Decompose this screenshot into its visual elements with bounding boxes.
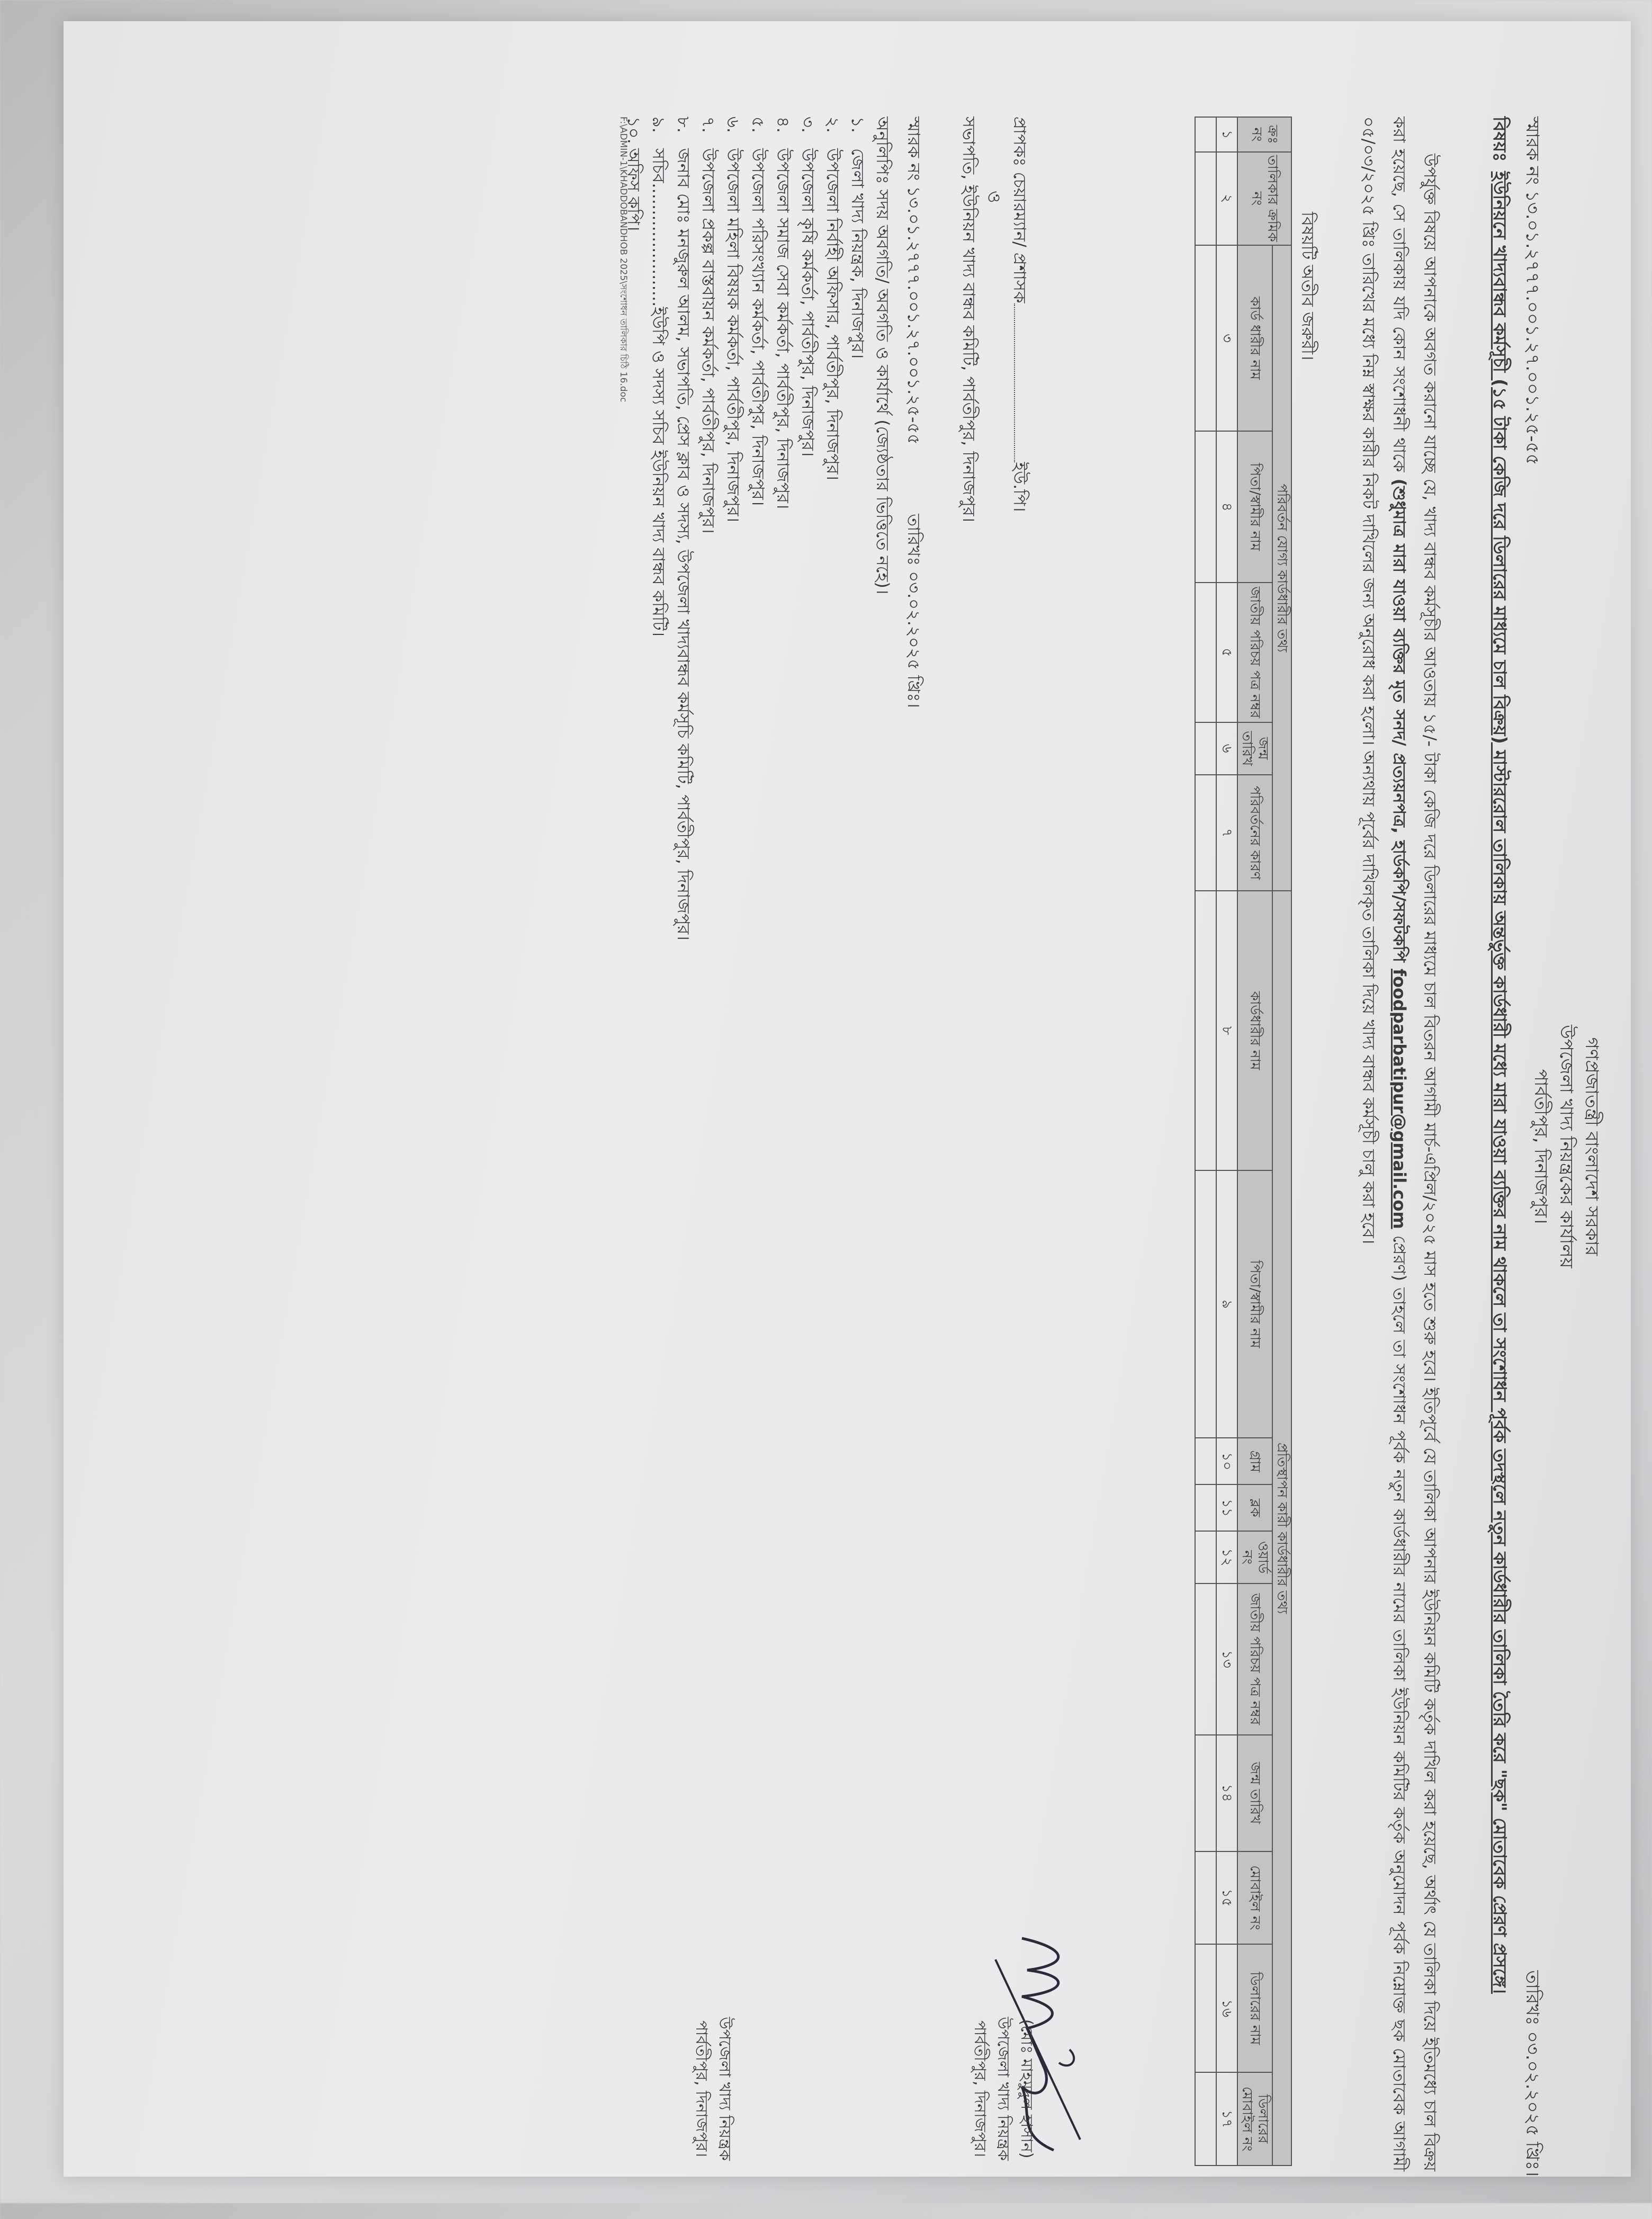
col-ward: ওয়ার্ড নং: [1237, 1531, 1272, 1583]
list-item: ৫.উপজেলা পরিসংখ্যান কর্মকর্তা, পার্বতীপুর, দিনাজপুর।: [748, 117, 768, 506]
col-old-nid: জাতীয় পরিচয় পত্র নম্বর: [1237, 583, 1272, 722]
subject-line: [1486, 117, 1513, 2155]
list-item: ১০.অফিস কপি।: [624, 117, 644, 231]
receiver-block: [956, 117, 1032, 522]
table-cell: ২: [1216, 152, 1237, 245]
col-serial: ক্রঃ নং: [1237, 117, 1291, 152]
file-path-footer: F:\ADMIN-1\KHADDOBANDHOB 2025\সংশোধন তালিকার চিঠি 16.doc: [618, 117, 629, 402]
table-cell: ১: [1216, 117, 1237, 152]
col-list-no: তালিকার ক্রমিক নং: [1237, 152, 1291, 245]
signatory-name: (মোঃ মাহমুদুল হাসান): [1017, 2019, 1036, 2159]
table-cell: ৭: [1216, 775, 1237, 891]
col-block: ব্লক: [1237, 1484, 1272, 1531]
body-text-1: উপর্যুক্ত বিষয়ে আপনাকে অবগত করানো যাচ্ছে যে, খাদ্য বান্ধব কর্মসূচীর আওতায় ১৫/- টাকা কেজি দরে ডিলারের মাধ্যমে চাল বিতরন আগামী মার্চ-এপ্রিল/২০২৫ মাস হতে শুরু হবে। ইতিপূর্বে যে তালিকা আপনার ইউনিয়ন কমিটি কর্তৃক দাখিল করা হয়েছে, অর্থাৎ যে তালিকা দিয়ে ইতিমধ্যে চাল বিক্রয় করা হয়েছে, সে তালিকায় যদি কোন সংশোধনী থাকে: [1389, 117, 1440, 2171]
copy-memo-line: [901, 117, 927, 708]
memo-ref: স্মারক নং ১৩.০১.২৭৭৭.০০১.২৭.০০১.২৫-৫৫: [1522, 117, 1543, 466]
receiver-committee: সভাপতি, ইউনিয়ন খাদ্য বান্ধব কমিটি, পার্বতীপুর, দিনাজপুর।: [959, 117, 979, 523]
copy-memo-date: তারিখঃ ০৩.০২.২০২৫ খ্রিঃ।: [904, 514, 924, 708]
letter-page: [79, 74, 1626, 2219]
list-item: ৬.উপজেলা মহিলা বিষয়ক কর্মকর্তা, পার্বতীপুর, দিনাজপুর।: [723, 117, 743, 523]
list-item: ৮.জনাব মোঃ মনজুরুল আলম, সভাপতি, প্রেস ক্লাব ও সদস্য, উপজেলা খাদ্যবান্ধব কর্মসূচি কমিটি, পার্বতীপুর, দিনাজপুর।: [674, 117, 694, 941]
table-header-row: [1237, 117, 1272, 2166]
subject-text: ইউনিয়নে খাদ্যবান্ধব কর্মসূচী (১৫ টাকা কেজি দরে ডিলারের মাধ্যমে চাল বিক্রয়) মাস্টাররোল তালিকায় অন্তর্ভুক্ত কার্ডধারী মধ্যে মারা যাওয়া ব্যক্তির নাম থাকলে তা সংশোধন পূর্বক তদস্থলে নতুন কার্ডধারীর তালিকা তৈরি করে "ছক" মোতাবেক প্রেরণ প্রসঙ্গে।: [1489, 171, 1510, 1994]
col-reason: পরিবর্তনের কারণ: [1237, 775, 1272, 891]
col-new-dob: জন্ম তারিখ: [1237, 1735, 1272, 1851]
urgent-note: বিষয়টি অতীব জরুরী।: [1298, 212, 1318, 361]
table-cell: ৬: [1216, 722, 1237, 775]
table-cell: ৪: [1216, 431, 1237, 583]
col-new-father: পিতা/স্বামীর নাম: [1237, 1170, 1272, 1438]
list-item: ৩.উপজেলা কৃষি কর্মকর্তা, পার্বতীপুর, দিনাজপুর।: [798, 117, 818, 457]
table-cell: ৫: [1216, 583, 1237, 722]
subject-label: বিষয়ঃ: [1489, 117, 1510, 162]
table-cell: ১৭: [1216, 2072, 1237, 2166]
signatory-place-2: পার্বতীপুর, দিনাজপুর।: [692, 2020, 711, 2158]
govt-name: গণপ্রজাতন্ত্রী বাংলাদেশ সরকার: [1581, 1037, 1602, 1256]
office-location: পার্বতীপুর, দিনাজপুর।: [1530, 1069, 1551, 1224]
copy-title: অনুলিপিঃ সদয় অবগতি/ অবগতি ও কার্যার্থে (জ্যেষ্ঠতার ভিত্তিতে নহে)।: [873, 117, 893, 595]
col-village: গ্রাম: [1237, 1438, 1272, 1484]
signature-block-2: [689, 2017, 736, 2161]
col-new-name: কার্ডধারীর নাম: [1237, 891, 1272, 1170]
body-text-2: প্রেরণ) তাহলে তা সংশোধন পূর্বক নতুন কার্ডধারীর নামের তালিকা ইউনিয়ন কমিটির কর্তৃক অনুমোদন পূর্বক নিম্নোক্ত ছক মোতাবেক আগামী ০৫/০৩/২০২৫ খ্রিঃ তারিখের মধ্যে নিম্ন স্বাক্ষর কারীর নিকট দাখিলের জন্য অনুরোধ করা হলো। অন্যথায় পূর্বের দাখিলকৃত তালিকা দিয়ে খাদ্য বান্ধব কর্মসূচী চালু করা হবে।: [1359, 117, 1409, 2172]
list-item: ৭.উপজেলা প্রকল্প বাস্তবায়ন কর্মকর্তা, পার্বতীপুর, দিনাজপুর।: [698, 117, 719, 534]
table-cell: ১৪: [1216, 1735, 1237, 1851]
signatory-place: পার্বতীপুর, দিনাজপুর।: [971, 2020, 989, 2158]
body-paragraph: [1353, 117, 1446, 2171]
col-new-nid: জাতীয় পরিচয় পত্র নম্বর: [1237, 1583, 1272, 1735]
copy-list: [621, 117, 895, 941]
list-item: ৪.উপজেলা সমাজ সেবা কর্মকর্তা, পার্বতীপুর, দিনাজপুর।: [773, 117, 793, 509]
table-number-row: [1216, 117, 1237, 2166]
signatory-title: উপজেলা খাদ্য নিয়ন্ত্রক: [994, 2017, 1012, 2161]
cardholder-table: [1195, 117, 1292, 2166]
table-cell: ১৩: [1216, 1583, 1237, 1735]
table-cell: ১১: [1216, 1484, 1237, 1531]
col-dealer: ডিলারের নাম: [1237, 1944, 1272, 2072]
table-cell: ১৬: [1216, 1944, 1237, 2072]
list-item: ৯.সচিব.......................ইউপি ও সদস্য সচিব ইউনিয়ন খাদ্য বান্ধব কমিটি।: [649, 117, 669, 637]
group-new-holder: প্রতিস্থাপন কারী কার্ডধারীর তথ্য: [1272, 891, 1291, 2166]
col-mobile: মোবাইল নং: [1237, 1851, 1272, 1945]
col-old-dob: জন্ম তারিখ: [1237, 722, 1272, 775]
signatory-title-2: উপজেলা খাদ্য নিয়ন্ত্রক: [715, 2017, 734, 2161]
table-row: [1195, 117, 1216, 2166]
body-bold-text: (শুধুমাত্র মারা যাওয়া ব্যক্তির মৃত সনদ/ প্রত্যয়নপত্র, হার্ডকপি/সফটকপি: [1389, 478, 1409, 962]
col-old-name: কার্ড ধারীর নাম: [1237, 245, 1272, 432]
receiver-suffix: ইউ.পি।: [1010, 462, 1030, 512]
signature-block: [968, 2017, 1038, 2161]
col-dealer-mobile: ডিলারের মোবাইল নং: [1237, 2072, 1272, 2166]
table-cell: ৩: [1216, 245, 1237, 432]
email-link: foodparbatipur@gmail.com: [1389, 969, 1409, 1229]
table-cell: ১২: [1216, 1531, 1237, 1583]
receiver-and: ও: [984, 191, 1004, 203]
group-old-holder: পরিবর্তন যোগ্য কার্ডধারীর তথ্য: [1272, 245, 1291, 891]
list-item: ২.উপজেলা নির্বাহী অফিসার, পার্বতীপুর, দিনাজপুর।: [823, 117, 843, 480]
table-cell: ৯: [1216, 1170, 1237, 1438]
list-item: ১.জেলা খাদ্য নিয়ন্ত্রক, দিনাজপুর।: [848, 117, 868, 359]
blank-line: [1014, 303, 1015, 462]
table-cell: ১০: [1216, 1438, 1237, 1484]
col-old-father: পিতা/স্বামীর নাম: [1237, 431, 1272, 583]
table-cell: ১৫: [1216, 1851, 1237, 1945]
table-cell: ৮: [1216, 891, 1237, 1170]
office-name: উপজেলা খাদ্য নিয়ন্ত্রকের কার্যালয়: [1556, 1025, 1577, 1268]
copy-memo-ref: স্মারক নং ১৩.০১.২৭৭৭.০০১.২৭.০০১.২৫-৫৫: [904, 117, 924, 445]
receiver-title: প্রাপকঃ চেয়ারম্যান/ প্রশাসক: [1010, 117, 1030, 303]
memo-date: তারিখঃ ০৩.০২.২০২৫ খ্রিঃ।: [1522, 1970, 1543, 2177]
